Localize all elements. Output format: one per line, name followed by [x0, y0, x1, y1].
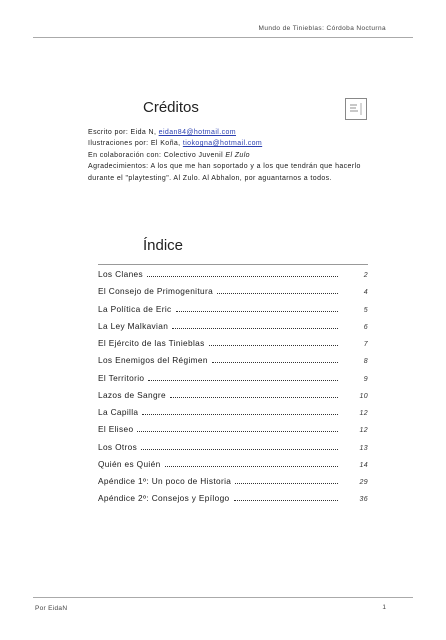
toc-leader-dots — [212, 361, 338, 363]
credits-written-line — [88, 127, 388, 138]
toc-entry-page: 4 — [363, 289, 368, 297]
toc-leader-dots — [142, 413, 338, 415]
toc-entry-title: El Eliseo — [98, 424, 134, 435]
credits-thanks-line-1: Agradecimientos: A los que me han soportado y a los que tendrán que hacerlo — [88, 163, 361, 171]
toc-entry-title: Los Clanes — [98, 269, 144, 279]
toc-entry-title: El Ejército de las Tinieblas — [98, 338, 205, 348]
toc-leader-dots — [172, 327, 338, 329]
toc-entry[interactable] — [98, 304, 368, 321]
toc-entry[interactable] — [98, 338, 368, 355]
credits-collab-line — [88, 150, 388, 161]
author-email-link[interactable]: eidan84@hotmail.com — [158, 129, 237, 136]
toc-entry[interactable] — [98, 476, 368, 493]
footer-page-number: 1 — [382, 604, 386, 611]
credits-written-label: Escrito por: Eida N, — [88, 129, 159, 136]
toc-entry[interactable] — [98, 442, 368, 459]
toc-leader-dots — [165, 465, 338, 467]
credits-collab-label: En colaboración con: Colectivo Juvenil — [88, 151, 226, 159]
toc-entry-title: Lazos de Sangre — [98, 389, 166, 400]
toc-entry-title: La Capilla — [98, 407, 139, 417]
toc-entry-title: Quién es Quién — [98, 458, 161, 469]
toc-entry-page: 12 — [359, 410, 368, 417]
header-rule — [33, 37, 413, 38]
toc-entry-title: La Ley Malkavian — [98, 320, 169, 331]
illustrator-email-link[interactable]: tiokogna@hotmail.com — [182, 140, 263, 148]
logo-stamp-icon — [345, 98, 367, 120]
toc-entry-page: 5 — [363, 306, 368, 314]
toc-entry-title: Apéndice 2º: Consejos y Epílogo — [98, 493, 230, 504]
toc-entry[interactable] — [98, 269, 368, 286]
toc-entry-page: 36 — [359, 496, 368, 504]
toc-entry[interactable] — [98, 424, 368, 441]
credits-illustrations-line — [88, 138, 388, 149]
toc-entry-page: 2 — [363, 272, 368, 279]
toc-entry-title: La Política de Eric — [98, 303, 172, 314]
toc-leader-dots — [137, 430, 338, 432]
page-header-title: Mundo de Tinieblas: Córdoba Nocturna — [258, 25, 386, 32]
toc-entry-page: 8 — [363, 358, 368, 366]
toc-leader-dots — [147, 275, 338, 277]
toc-entry[interactable] — [98, 286, 368, 303]
footer-author: Por EidaN — [35, 605, 68, 612]
toc-entry-title: El Consejo de Primogenitura — [98, 286, 214, 297]
toc-entry-page: 14 — [359, 461, 368, 469]
toc-leader-dots — [170, 396, 338, 398]
toc-leader-dots — [234, 499, 339, 501]
toc-leader-dots — [176, 310, 338, 312]
footer-rule — [33, 597, 413, 598]
index-heading: Índice — [143, 237, 184, 254]
toc-entry-page: 10 — [359, 392, 368, 400]
toc-entry-title: El Territorio — [98, 372, 145, 383]
toc-entry-page: 12 — [359, 427, 368, 435]
credits-heading: Créditos — [143, 99, 199, 116]
toc-leader-dots — [209, 344, 338, 346]
toc-entry-page: 29 — [359, 479, 368, 486]
toc-entry[interactable] — [98, 321, 368, 338]
credits-block — [88, 127, 388, 184]
credits-collab-name: El Zulo — [225, 151, 250, 159]
toc-leader-dots — [141, 448, 338, 450]
toc-entry[interactable] — [98, 373, 368, 390]
toc-entry-title: Apéndice 1º: Un poco de Historia — [98, 476, 232, 486]
index-rule — [98, 264, 368, 265]
credits-illustrations-label: Ilustraciones por: El Koña, — [88, 140, 183, 148]
toc-entry[interactable] — [98, 390, 368, 407]
table-of-contents — [98, 269, 368, 511]
toc-leader-dots — [235, 482, 338, 484]
toc-entry[interactable] — [98, 407, 368, 424]
credits-thanks-line-2: durante el "playtesting". Al Zulo. Al Abhalon, por aguantarnos a todos. — [88, 174, 332, 182]
toc-entry-page: 6 — [363, 323, 368, 331]
toc-entry[interactable] — [98, 493, 368, 510]
toc-leader-dots — [217, 292, 338, 294]
toc-leader-dots — [148, 379, 338, 381]
toc-entry-page: 9 — [363, 375, 368, 383]
toc-entry-title: Los Enemigos del Régimen — [98, 355, 208, 366]
toc-entry-page: 13 — [359, 444, 368, 452]
toc-entry-page: 7 — [363, 341, 368, 348]
toc-entry-title: Los Otros — [98, 441, 138, 452]
toc-entry[interactable] — [98, 355, 368, 372]
toc-entry[interactable] — [98, 459, 368, 476]
